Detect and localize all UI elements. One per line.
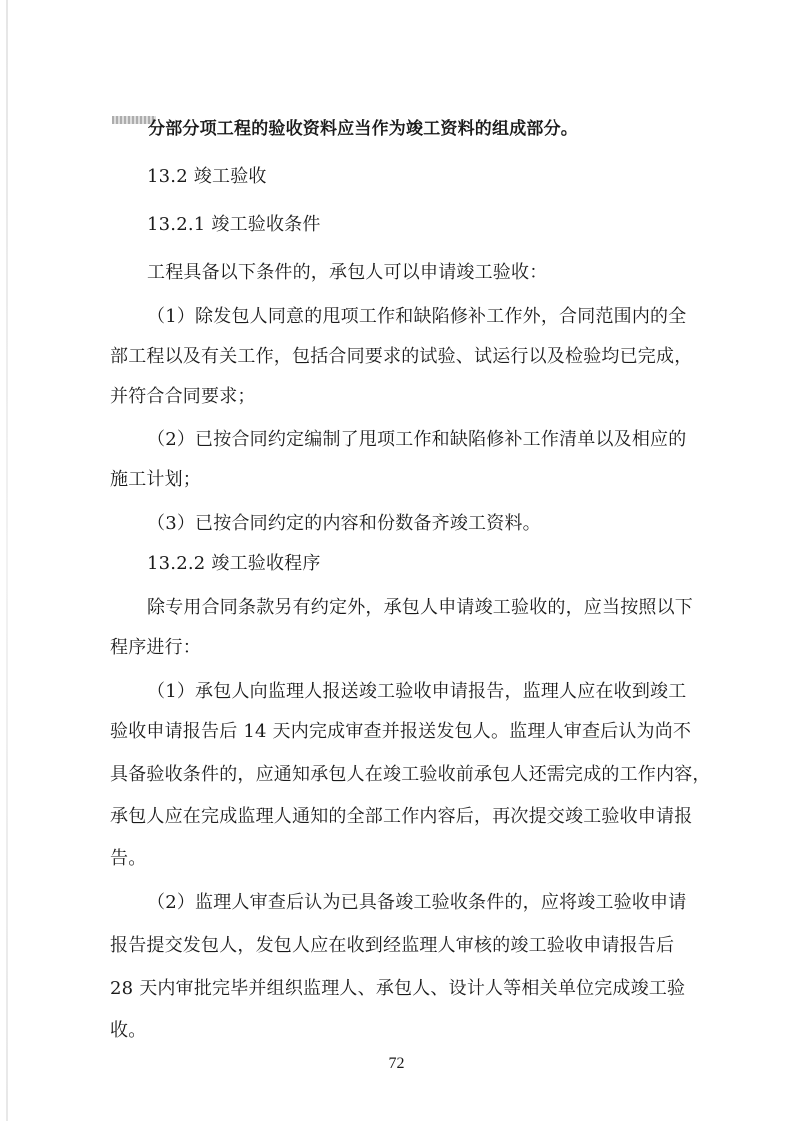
text-line: 承包人应在完成监理人通知的全部工作内容后，再次提交竣工验收申请报 [110, 806, 693, 827]
text-line: 分部分项工程的验收资料应当作为竣工资料的组成部分。 [148, 119, 578, 139]
text-line: （1）承包人向监理人报送竣工验收申请报告，监理人应在收到竣工 [147, 681, 687, 702]
text-line: （2）监理人审查后认为已具备竣工验收条件的，应将竣工验收申请 [147, 892, 687, 913]
page-number: 72 [388, 1055, 405, 1072]
text-line: 并符合合同要求； [110, 386, 256, 407]
text-line: 除专用合同条款另有约定外，承包人申请竣工验收的，应当按照以下 [147, 597, 693, 618]
scan-edge [6, 0, 8, 1121]
text-line: （1）除发包人同意的甩项工作和缺陷修补工作外，合同范围内的全 [147, 306, 687, 327]
text-line: 验收申请报告后 14 天内完成审查并报送发包人。监理人审查后认为尚不 [110, 721, 692, 742]
text-line: 具备验收条件的，应通知承包人在竣工验收前承包人还需完成的工作内容， [110, 764, 711, 785]
text-line: 工程具备以下条件的，承包人可以申请竣工验收： [147, 262, 548, 283]
text-line: 报告提交发包人，发包人应在收到经监理人审核的竣工验收申请报告后 [110, 935, 675, 956]
text-line: 部工程以及有关工作，包括合同要求的试验、试运行以及检验均已完成， [110, 346, 693, 367]
text-line: 告。 [110, 848, 147, 869]
text-line: （2）已按合同约定编制了甩项工作和缺陷修补工作清单以及相应的 [147, 429, 687, 450]
subsection-heading: 13.2.1 竣工验收条件 [147, 214, 321, 235]
text-line: 收。 [110, 1020, 147, 1041]
text-line: （3）已按合同约定的内容和份数备齐竣工资料。 [147, 513, 541, 534]
text-line: 28 天内审批完毕并组织监理人、承包人、设计人等相关单位完成竣工验 [110, 978, 686, 999]
text-line: 程序进行： [110, 637, 201, 658]
subsection-heading: 13.2.2 竣工验收程序 [147, 553, 321, 574]
section-heading: 13.2 竣工验收 [147, 166, 267, 187]
text-line: 施工计划； [110, 469, 201, 490]
